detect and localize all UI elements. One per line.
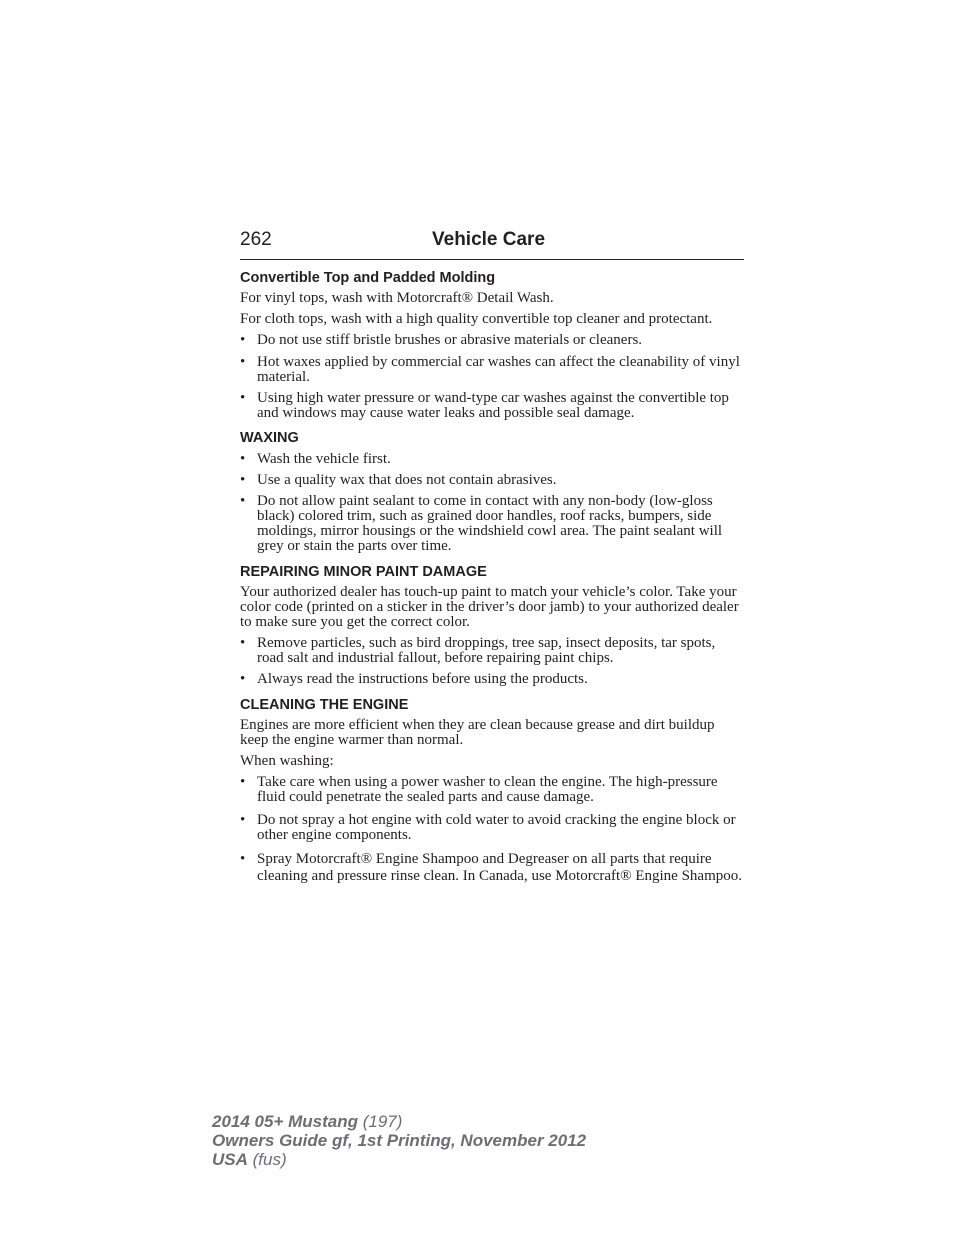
- list-item: [240, 813, 744, 843]
- list-item: [240, 494, 744, 554]
- section-waxing: [240, 429, 744, 554]
- footer-market-code: (fus): [247, 1150, 287, 1169]
- list-item: [240, 452, 744, 467]
- section-convertible-top: [240, 269, 744, 421]
- bullet-list: [240, 333, 744, 421]
- page-content: [240, 228, 744, 884]
- list-item-text: Take care when using a power washer to clean the engine. The high-pressure fluid could penetrate the sealed parts and cause damage.: [257, 774, 718, 805]
- list-item: [240, 473, 744, 488]
- list-item-text: Do not use stiff bristle brushes or abrasive materials or cleaners.: [257, 332, 643, 348]
- list-item: [240, 672, 744, 687]
- paragraph: For vinyl tops, wash with Motorcraft® Detail Wash.: [240, 290, 554, 306]
- list-item-text: Do not spray a hot engine with cold water to avoid cracking the engine block or other engine components.: [257, 812, 736, 843]
- bullet-glyph: •: [240, 451, 246, 467]
- paragraph: Your authorized dealer has touch-up paint to match your vehicle’s color. Take your color code (printed on a sticker in the driver’s door jamb) to your authorized dealer to make sure you get the correct color.: [240, 584, 739, 630]
- bullet-glyph: •: [240, 493, 246, 509]
- bullet-glyph: •: [240, 671, 246, 687]
- bullet-list: [240, 636, 744, 687]
- paragraph: Engines are more efficient when they are clean because grease and dirt buildup keep the engine warmer than normal.: [240, 717, 715, 748]
- list-item: [240, 355, 744, 385]
- page-footer: [212, 1112, 586, 1169]
- list-item-text: Hot waxes applied by commercial car washes can affect the cleanability of vinyl material.: [257, 354, 740, 385]
- bullet-glyph: •: [240, 812, 246, 828]
- section-heading: REPAIRING MINOR PAINT DAMAGE: [240, 564, 487, 580]
- footer-line-printing: [212, 1131, 586, 1150]
- list-item-text: Spray Motorcraft® Engine Shampoo and Degreaser on all parts that require cleaning and pressure rinse clean. In Canada, use Motorcraft® Engine Shampoo.: [257, 851, 742, 884]
- section-repairing-paint: [240, 563, 744, 687]
- list-item-text: Use a quality wax that does not contain abrasives.: [257, 472, 557, 488]
- bullet-glyph: •: [240, 332, 246, 348]
- list-item: [240, 775, 744, 805]
- list-item-text: Using high water pressure or wand-type car washes against the convertible top and windows may cause water leaks and possible seal damage.: [257, 390, 729, 421]
- list-item-text: Do not allow paint sealant to come in contact with any non-body (low-gloss black) colored trim, such as grained door handles, roof racks, bumpers, side moldings, mirror housings or the windshield cowl area. The paint sealant will grey or stain the parts over time.: [257, 493, 723, 554]
- list-item-text: Remove particles, such as bird droppings, tree sap, insect deposits, tar spots, road salt and industrial fallout, before repairing paint chips.: [257, 635, 716, 666]
- list-item: [240, 851, 744, 884]
- list-item: [240, 333, 744, 348]
- bullet-glyph: •: [240, 472, 246, 488]
- footer-model-code: (197): [358, 1112, 403, 1131]
- section-heading: CLEANING THE ENGINE: [240, 697, 409, 713]
- list-item: [240, 391, 744, 421]
- bullet-glyph: •: [240, 851, 246, 867]
- list-item: [240, 636, 744, 666]
- paragraph: When washing:: [240, 753, 334, 769]
- bullet-glyph: •: [240, 774, 246, 790]
- section-heading: Convertible Top and Padded Molding: [240, 270, 496, 286]
- list-item-text: Wash the vehicle first.: [257, 451, 391, 467]
- paragraph: For cloth tops, wash with a high quality convertible top cleaner and protectant.: [240, 311, 713, 327]
- bullet-glyph: •: [240, 635, 246, 651]
- footer-line-market: [212, 1150, 586, 1169]
- footer-market: USA: [212, 1150, 248, 1169]
- footer-model: 2014 05+ Mustang: [212, 1112, 358, 1131]
- bullet-list: [240, 452, 744, 554]
- bullet-glyph: •: [240, 354, 246, 370]
- footer-printing: Owners Guide gf, 1st Printing, November 2012: [212, 1131, 587, 1150]
- section-cleaning-engine: [240, 696, 744, 884]
- footer-line-model: [212, 1112, 586, 1131]
- section-heading: WAXING: [240, 430, 299, 446]
- list-item-text: Always read the instructions before using the products.: [257, 671, 588, 687]
- section-title: Vehicle Care: [432, 229, 546, 250]
- page-header: [240, 228, 744, 260]
- bullet-list: [240, 775, 744, 884]
- page-number: 262: [240, 229, 272, 250]
- bullet-glyph: •: [240, 390, 246, 406]
